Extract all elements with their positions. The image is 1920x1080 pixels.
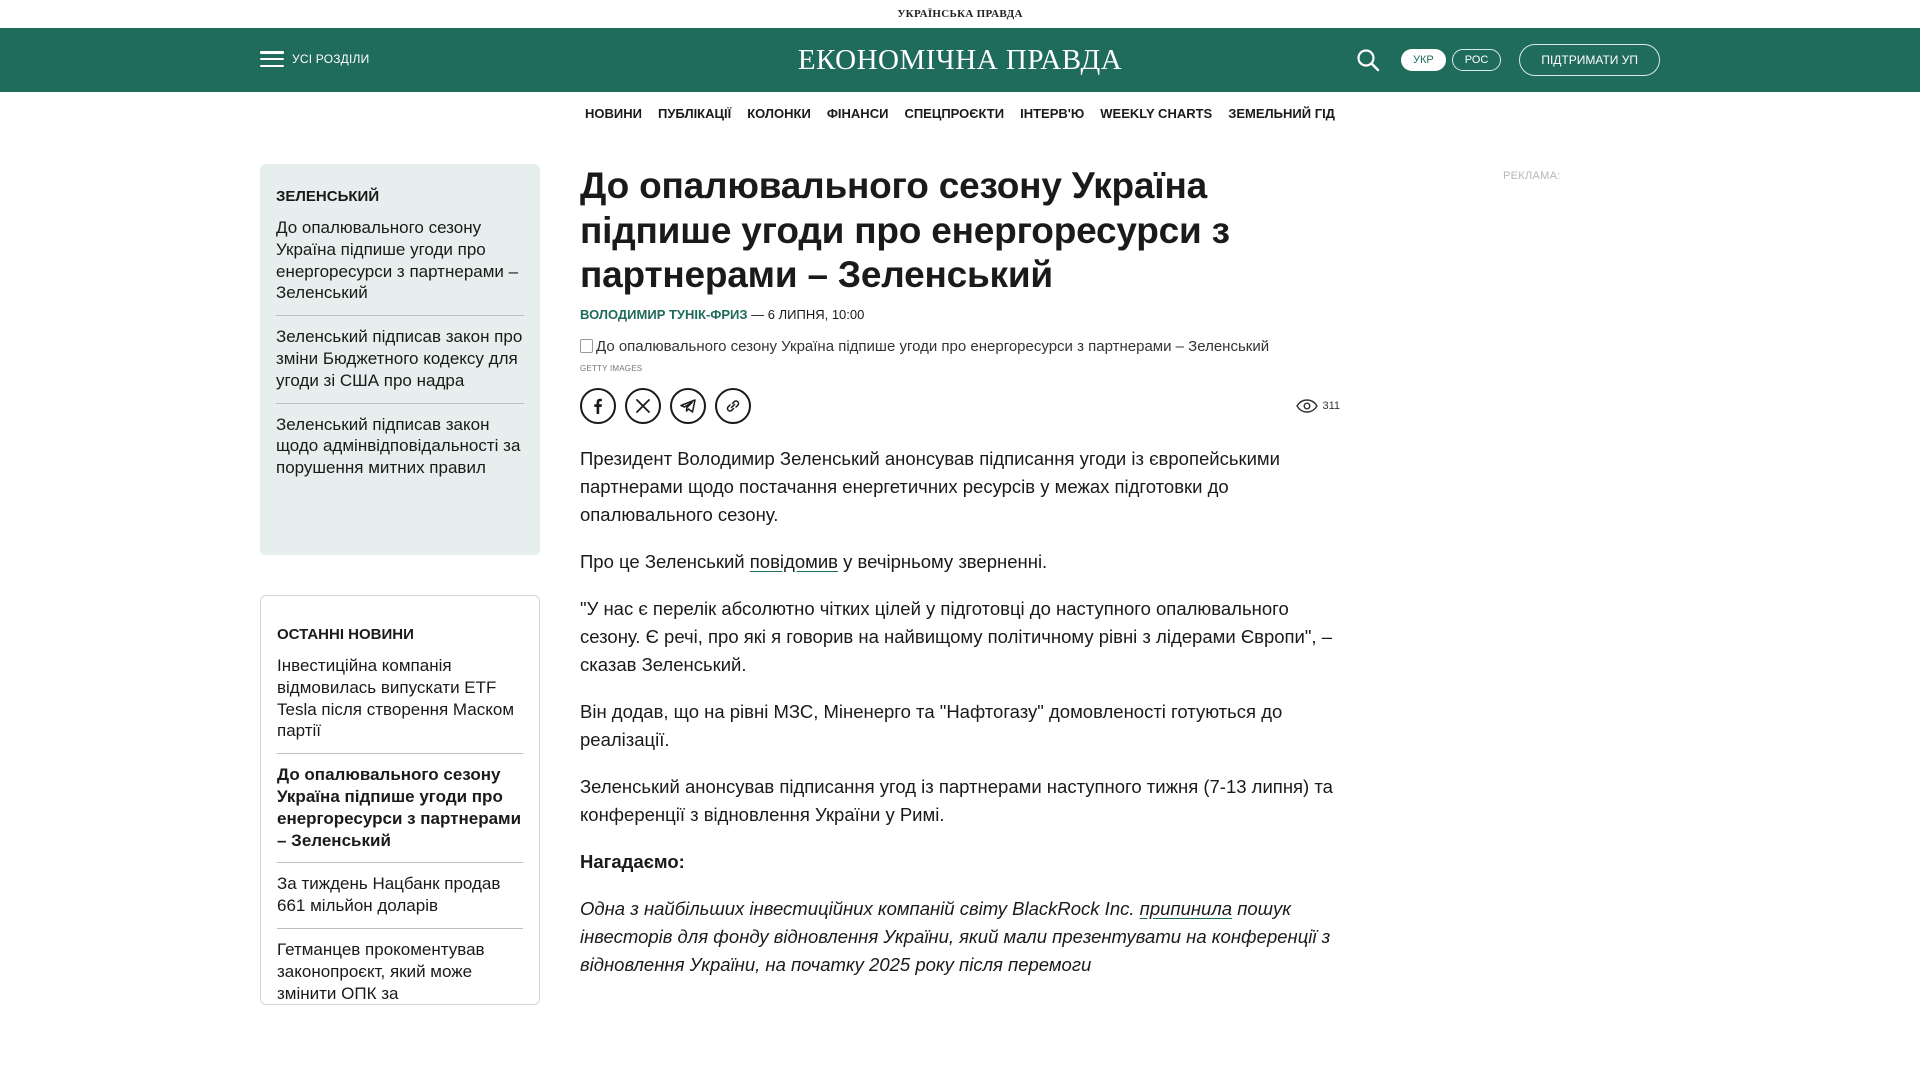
latest-news-title: ОСТАННІ НОВИНИ — [277, 626, 414, 643]
main-nav — [0, 92, 1920, 134]
hamburger-icon — [260, 51, 284, 67]
stopped-link[interactable]: припинила — [1139, 897, 1233, 919]
x-share-button[interactable] — [625, 388, 661, 424]
lang-ros-button[interactable]: РОС — [1452, 49, 1502, 71]
recap-heading: Нагадаємо: — [580, 850, 685, 872]
topic-card — [260, 164, 540, 555]
paragraph: Президент Володимир Зеленський анонсував підписання угоди із європейськими партнерами щодо постачання енергетичних ресурсів у межах підготовки до опалювального сезону. — [580, 447, 1280, 525]
reported-link[interactable]: повідомив — [749, 550, 838, 572]
telegram-icon — [679, 397, 697, 415]
text-run: Одна з найбільших інвестиційних компаній світу BlackRock Inc. — [580, 897, 1140, 919]
paragraph — [580, 548, 1340, 576]
share-buttons — [580, 388, 751, 424]
share-row — [580, 387, 1340, 425]
paragraph: "У нас є перелік абсолютно чітких цілей у підготовці до наступного опалювального сезону. Є речі, про які я говорив на найвищому політичному рівні з лідерами Європи", – сказав Зеленський. — [580, 597, 1333, 675]
top-bar — [0, 0, 1920, 28]
news-item[interactable]: Інвестиційна компанія відмовилась випускати ETF Tesla після створення Маском партії — [277, 655, 523, 754]
news-item[interactable]: Гетманцев прокоментував законопроєкт, який може змінити ОПК за — [277, 939, 485, 1003]
article-title: До опалювального сезону Україна підпише угоди про енергоресурси з партнерами – Зеленський — [580, 165, 1230, 295]
eye-icon — [1296, 399, 1318, 413]
nav-columns[interactable]: КОЛОНКИ — [747, 105, 811, 121]
facebook-icon — [589, 397, 607, 415]
topic-item[interactable]: До опалювального сезону Україна підпише угоди про енергоресурси з партнерами – Зеленський — [276, 217, 524, 316]
article — [580, 164, 1340, 998]
latest-news-card — [260, 595, 540, 1005]
text-run: у вечірньому зверненні. — [838, 550, 1048, 572]
menu-label: УСІ РОЗДІЛИ — [292, 52, 370, 66]
copy-link-button[interactable] — [715, 388, 751, 424]
nav-interviews[interactable]: ІНТЕРВ'Ю — [1020, 105, 1085, 121]
news-item[interactable]: За тиждень Нацбанк продав 661 мільйон доларів — [277, 863, 523, 929]
nav-finance[interactable]: ФІНАНСИ — [826, 105, 889, 121]
lang-ukr-button[interactable]: УКР — [1401, 49, 1446, 71]
views-count: 311 — [1322, 399, 1340, 412]
all-sections-menu-button[interactable] — [260, 51, 369, 67]
nav-publications[interactable]: ПУБЛІКАЦІЇ — [658, 105, 732, 121]
economichna-pravda-logo[interactable]: ЕКОНОМІЧНА ПРАВДА — [797, 44, 1123, 76]
topic-item[interactable]: Зеленський підписав закон про зміни Бюджетного кодексу для угоди зі США про надра — [276, 316, 524, 403]
text-run: Про це Зеленський — [580, 550, 750, 572]
news-item-current[interactable]: До опалювального сезону Україна підпише угоди про енергоресурси з партнерами – Зеленський — [277, 754, 523, 863]
x-icon — [635, 398, 651, 414]
hero-image-alt: До опалювального сезону Україна підпише угоди про енергоресурси з партнерами – Зеленський — [596, 337, 1270, 355]
article-body — [580, 445, 1340, 979]
ukrainska-pravda-logo[interactable]: УКРАЇНСЬКА ПРАВДА — [897, 8, 1023, 20]
paragraph: Зеленський анонсував підписання угод із партнерами наступного тижня (7-13 липня) та конференції з відновлення України у Римі. — [580, 775, 1333, 825]
search-icon[interactable] — [1355, 47, 1381, 73]
support-up-button[interactable]: ПІДТРИМАТИ УП — [1519, 44, 1660, 76]
publish-date: — 6 ЛИПНЯ, 10:00 — [747, 306, 865, 322]
text-run: пошук інвесторів для фонду відновлення України, який мали презентувати на конференції з відновлення України, на початку 2025 року після перемоги — [580, 897, 1331, 975]
nav-special-projects[interactable]: СПЕЦПРОЄКТИ — [904, 105, 1005, 121]
ad-label: РЕКЛАМА: — [1503, 170, 1561, 182]
topic-item[interactable]: Зеленський підписав закон щодо адмінвідповідальності за порушення митних правил — [276, 414, 521, 478]
link-icon — [724, 397, 742, 415]
author-link[interactable]: ВОЛОДИМИР ТУНІК-ФРИЗ — [580, 306, 748, 322]
paragraph — [580, 895, 1340, 979]
topic-title[interactable]: ЗЕЛЕНСЬКИЙ — [276, 188, 380, 205]
header-actions — [1355, 44, 1660, 76]
nav-land-guide[interactable]: ЗЕМЕЛЬНИЙ ГІД — [1228, 105, 1335, 121]
facebook-share-button[interactable] — [580, 388, 616, 424]
image-credit: GETTY IMAGES — [580, 363, 643, 373]
nav-weekly-charts[interactable]: WEEKLY CHARTS — [1100, 105, 1213, 121]
telegram-share-button[interactable] — [670, 388, 706, 424]
broken-image-icon — [580, 339, 593, 353]
hero-image — [580, 338, 1340, 355]
nav-news[interactable]: НОВИНИ — [585, 105, 642, 121]
site-header — [0, 28, 1920, 92]
byline — [580, 307, 1340, 322]
views-counter — [1296, 399, 1340, 413]
paragraph: Він додав, що на рівні МЗС, Міненерго та "Нафтогазу" домовленості готуються до реалізації. — [580, 700, 1283, 750]
